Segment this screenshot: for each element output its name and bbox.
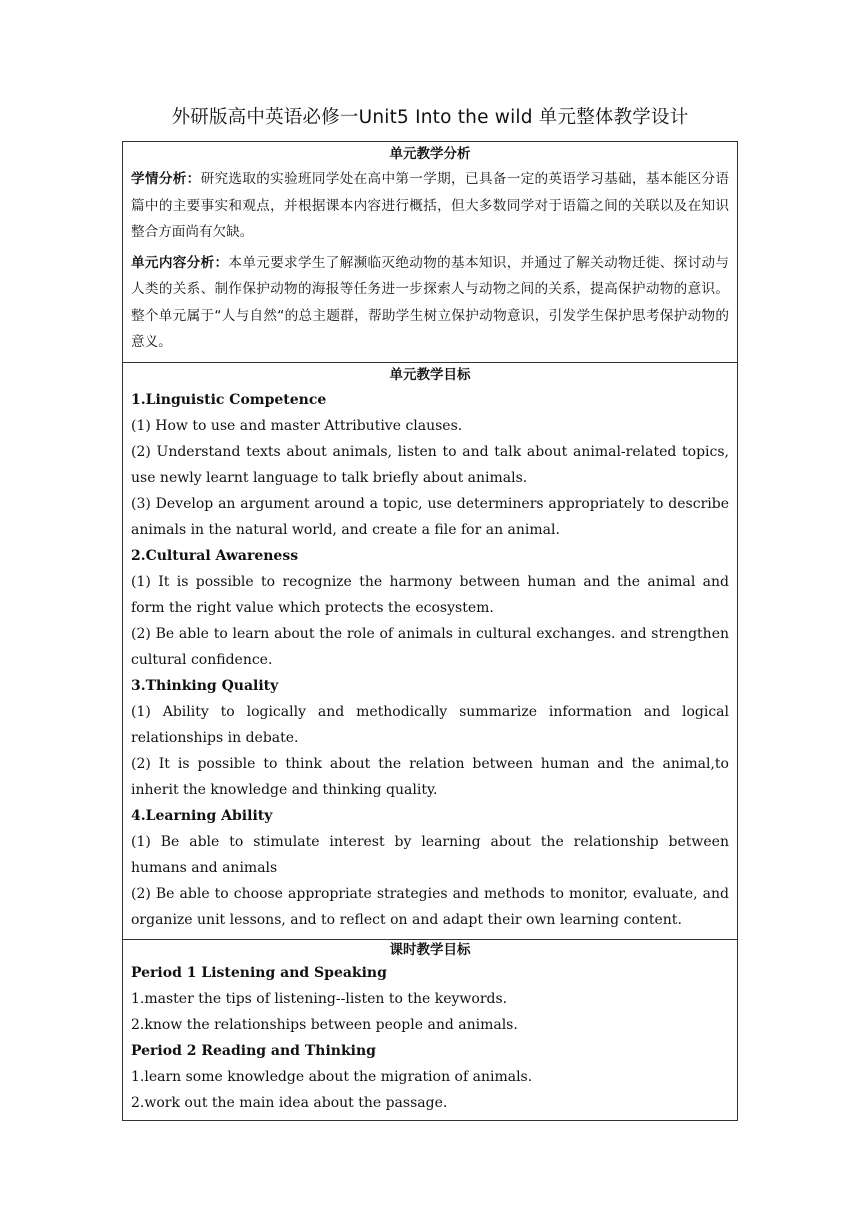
unit-objectives-section [123,362,737,939]
objective-group-title: 2.Cultural Awareness [131,547,299,564]
content-analysis-paragraph [131,250,729,356]
objective-item: (1) Ability to logically and methodically summarize information and logical relationships in debate. [131,703,729,746]
student-analysis-label: 学情分析： [131,171,201,187]
period-item: 2.know the relationships between people and animals. [131,1016,518,1033]
objective-item: (1) It is possible to recognize the harmony between human and the animal and form the right value which protects the ecosystem. [131,573,729,616]
unit-analysis-heading: 单元教学分析 [389,146,471,162]
objective-item: (2) Understand texts about animals, listen to and talk about animal-related topics, use newly learnt language to talk briefly about animals. [131,443,729,486]
period-item: 1.learn some knowledge about the migration of animals. [131,1068,533,1085]
period-title: Period 1 Listening and Speaking [131,964,387,981]
content-analysis-text: 本单元要求学生了解濒临灭绝动物的基本知识，并通过了解关动物迁徙、探讨动与人类的关系、制作保护动物的海报等任务进一步探索人与动物之间的关系，提高保护动物的意识。整个单元属于“人与自然“的总主题群，帮助学生树立保护动物意识，引发学生保护思考保护动物的意义。 [131,254,730,350]
period-item: 2.work out the main idea about the passage. [131,1094,448,1111]
objective-group-title: 4.Learning Ability [131,807,273,824]
objective-item: (2) It is possible to think about the relation between human and the animal,to inherit the knowledge and thinking quality. [131,755,729,798]
student-analysis-text: 研究选取的实验班同学处在高中第一学期，已具备一定的英语学习基础，基本能区分语篇中的主要事实和观点，并根据课本内容进行概括，但大多数同学对于语篇之间的关联以及在知识整合方面尚有欠缺。 [131,171,730,240]
objective-item: (3) Develop an argument around a topic, use determiners appropriately to describe animals in the natural world, and create a file for an animal. [131,495,729,538]
period-item: 1.master the tips of listening--listen to the keywords. [131,990,508,1007]
objective-group-title: 1.Linguistic Competence [131,391,327,408]
objective-item: (2) Be able to choose appropriate strategies and methods to monitor, evaluate, and organize unit lessons, and to reflect on and adapt their own learning content. [131,885,729,928]
objective-item: (1) How to use and master Attributive clauses. [131,417,463,434]
unit-analysis-section [123,142,737,362]
content-analysis-label: 单元内容分析： [131,254,229,271]
lesson-plan-table [122,141,738,1121]
document-title: 外研版高中英语必修一Unit5 Into the wild 单元整体教学设计 [171,107,689,128]
objective-item: (2) Be able to learn about the role of animals in cultural exchanges. and strengthen cultural confidence. [131,625,729,668]
objective-group-title: 3.Thinking Quality [131,677,279,694]
objective-item: (1) Be able to stimulate interest by learning about the relationship between humans and animals [131,833,729,876]
lesson-objectives-section [123,939,737,1120]
period-title: Period 2 Reading and Thinking [131,1042,376,1059]
student-analysis-paragraph [131,166,729,246]
unit-objectives-heading: 单元教学目标 [389,366,471,383]
lesson-objectives-heading: 课时教学目标 [389,941,471,958]
